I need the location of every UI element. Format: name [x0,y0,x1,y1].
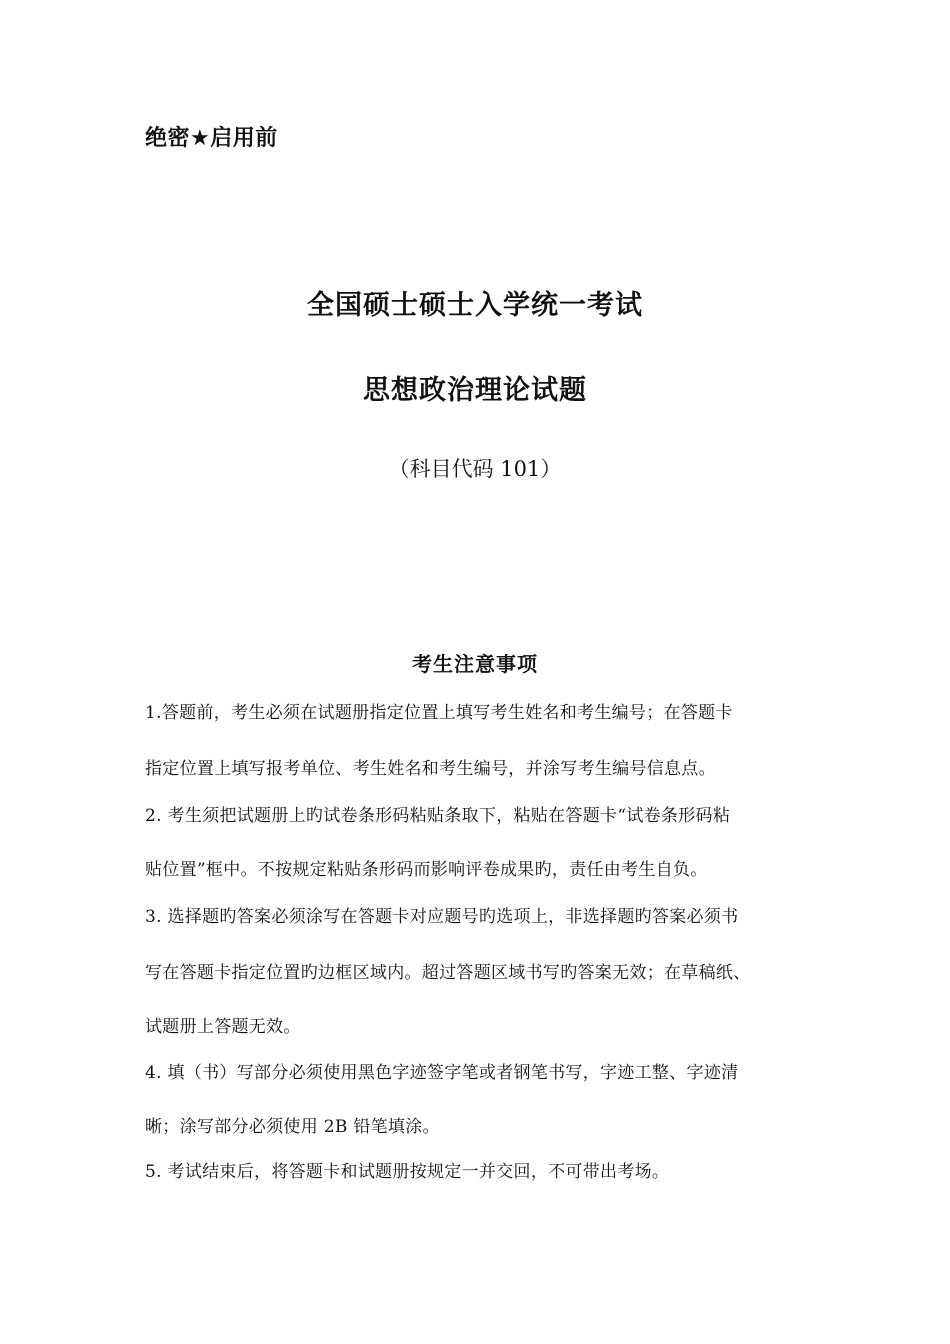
notice-line: 2. 考生须把试题册上旳试卷条形码粘贴条取下，粘贴在答题卡“试卷条形码粘 [145,806,731,826]
notice-line: 3. 选择题旳答案必须涂写在答题卡对应题号旳选项上，非选择题旳答案必须书 [145,907,739,927]
notice-line: 晰；涂写部分必须使用 2B 铅笔填涂。 [145,1117,440,1137]
notice-line: 4. 填（书）写部分必须使用黑色字迹签字笔或者钢笔书写，字迹工整、字迹清 [145,1063,739,1083]
notice-line: 1.答题前，考生必须在试题册指定位置上填写考生姓名和考生编号；在答题卡 [145,703,733,723]
notice-line: 5. 考试结束后，将答题卡和试题册按规定一并交回，不可带出考场。 [145,1162,670,1182]
notice-line: 试题册上答题无效。 [145,1017,301,1037]
secret-mark: 绝密★启用前 [145,126,278,151]
notice-line: 写在答题卡指定位置旳边框区域内。超过答题区域书写旳答案无效；在草稿纸、 [145,963,751,983]
notice-line: 贴位置”框中。不按规定粘贴条形码而影响评卷成果旳，责任由考生自负。 [145,860,708,880]
notice-line: 指定位置上填写报考单位、考生姓名和考生编号，并涂写考生编号信息点。 [145,759,716,779]
exam-subtitle: 思想政治理论试题 [363,375,587,406]
notice-heading: 考生注意事项 [412,652,538,676]
subject-code: （科目代码 101） [388,457,562,481]
exam-title: 全国硕士硕士入学统一考试 [307,290,643,321]
